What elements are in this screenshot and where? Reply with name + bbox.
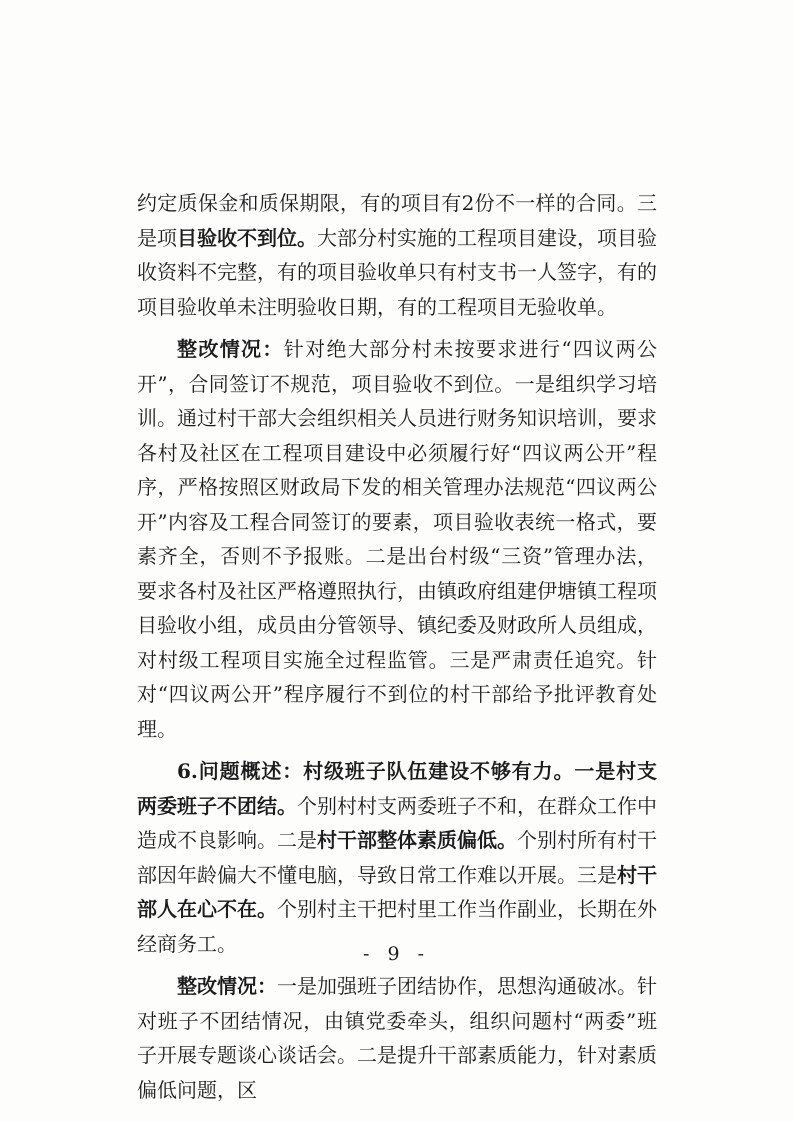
text-segment: 一是加强班子团结协作，思想沟通破冰。针对班子不团结情况，由镇党委牵头，组织问题村“两委”班子开展专题谈心谈话会。二是提升干部素质能力，针对素质偏低问题，区 (137, 974, 657, 1102)
text-segment-bold: 整改情况： (177, 337, 284, 361)
text-segment: 针对绝大部分村未按要求进行“四议两公开”，合同签订不规范，项目验收不到位。一是组织学习培训。通过村干部大会组织相关人员进行财务知识培训，要求各村及社区在工程项目建设中必须履行好“四议两公开”程序，严格按照区财政局下发的相关管理办法规范“四议两公开”内容及工程合同签订的要素，项目验收表统一格式，要素齐全，否则不予报账。二是出台村级“三资”管理办法，要求各村及社区严格遵照执行，由镇政府组建伊塘镇工程项目验收小组，成员由分管领导、镇纪委及财政所人员组成，对村级工程项目实施全过程监管。三是严肃责任追究。针对“四议两公开”程序履行不到位的村干部给予批评教育处理。 (137, 337, 657, 741)
paragraph-problem-6 (137, 754, 657, 961)
body-text (137, 186, 657, 1107)
text-segment: 约定质保金和质保期限，有的项目有2份不一样的合同。三是项 (137, 191, 657, 250)
text-segment-bold: 目验收不到位。 (177, 225, 317, 250)
text-segment: 个别村所有村干部因年龄偏大不懂电脑，导致日常工作难以开展。三是 (137, 828, 657, 887)
page-number: - 9 - (362, 943, 430, 965)
text-segment: 个别村村支两委班子不和，在群众工作中造成不良影响。二是 (137, 793, 657, 852)
paragraph-rectification-1 (137, 332, 657, 746)
paragraph-contract-acceptance (137, 186, 657, 324)
paragraph-rectification-2 (137, 969, 657, 1107)
text-segment: 大部分村实施的工程项目建设，项目验收资料不完整，有的项目验收单只有村支书一人签字，有的项目验收单未注明验收日期，有的工程项目无验收单。 (137, 225, 657, 319)
text-segment-bold: 村干部人在心不在。 (137, 862, 657, 921)
text-segment-bold: 6.问题概述：村级班子队伍建设不够有力。一是村支两委班子不团结。 (137, 759, 657, 818)
text-segment: 个别村主干把村里工作当作副业，长期在外经商务工。 (137, 897, 657, 956)
text-segment-bold: 整改情况： (177, 974, 277, 998)
text-segment-bold: 村干部整体素质偏低。 (317, 828, 517, 852)
